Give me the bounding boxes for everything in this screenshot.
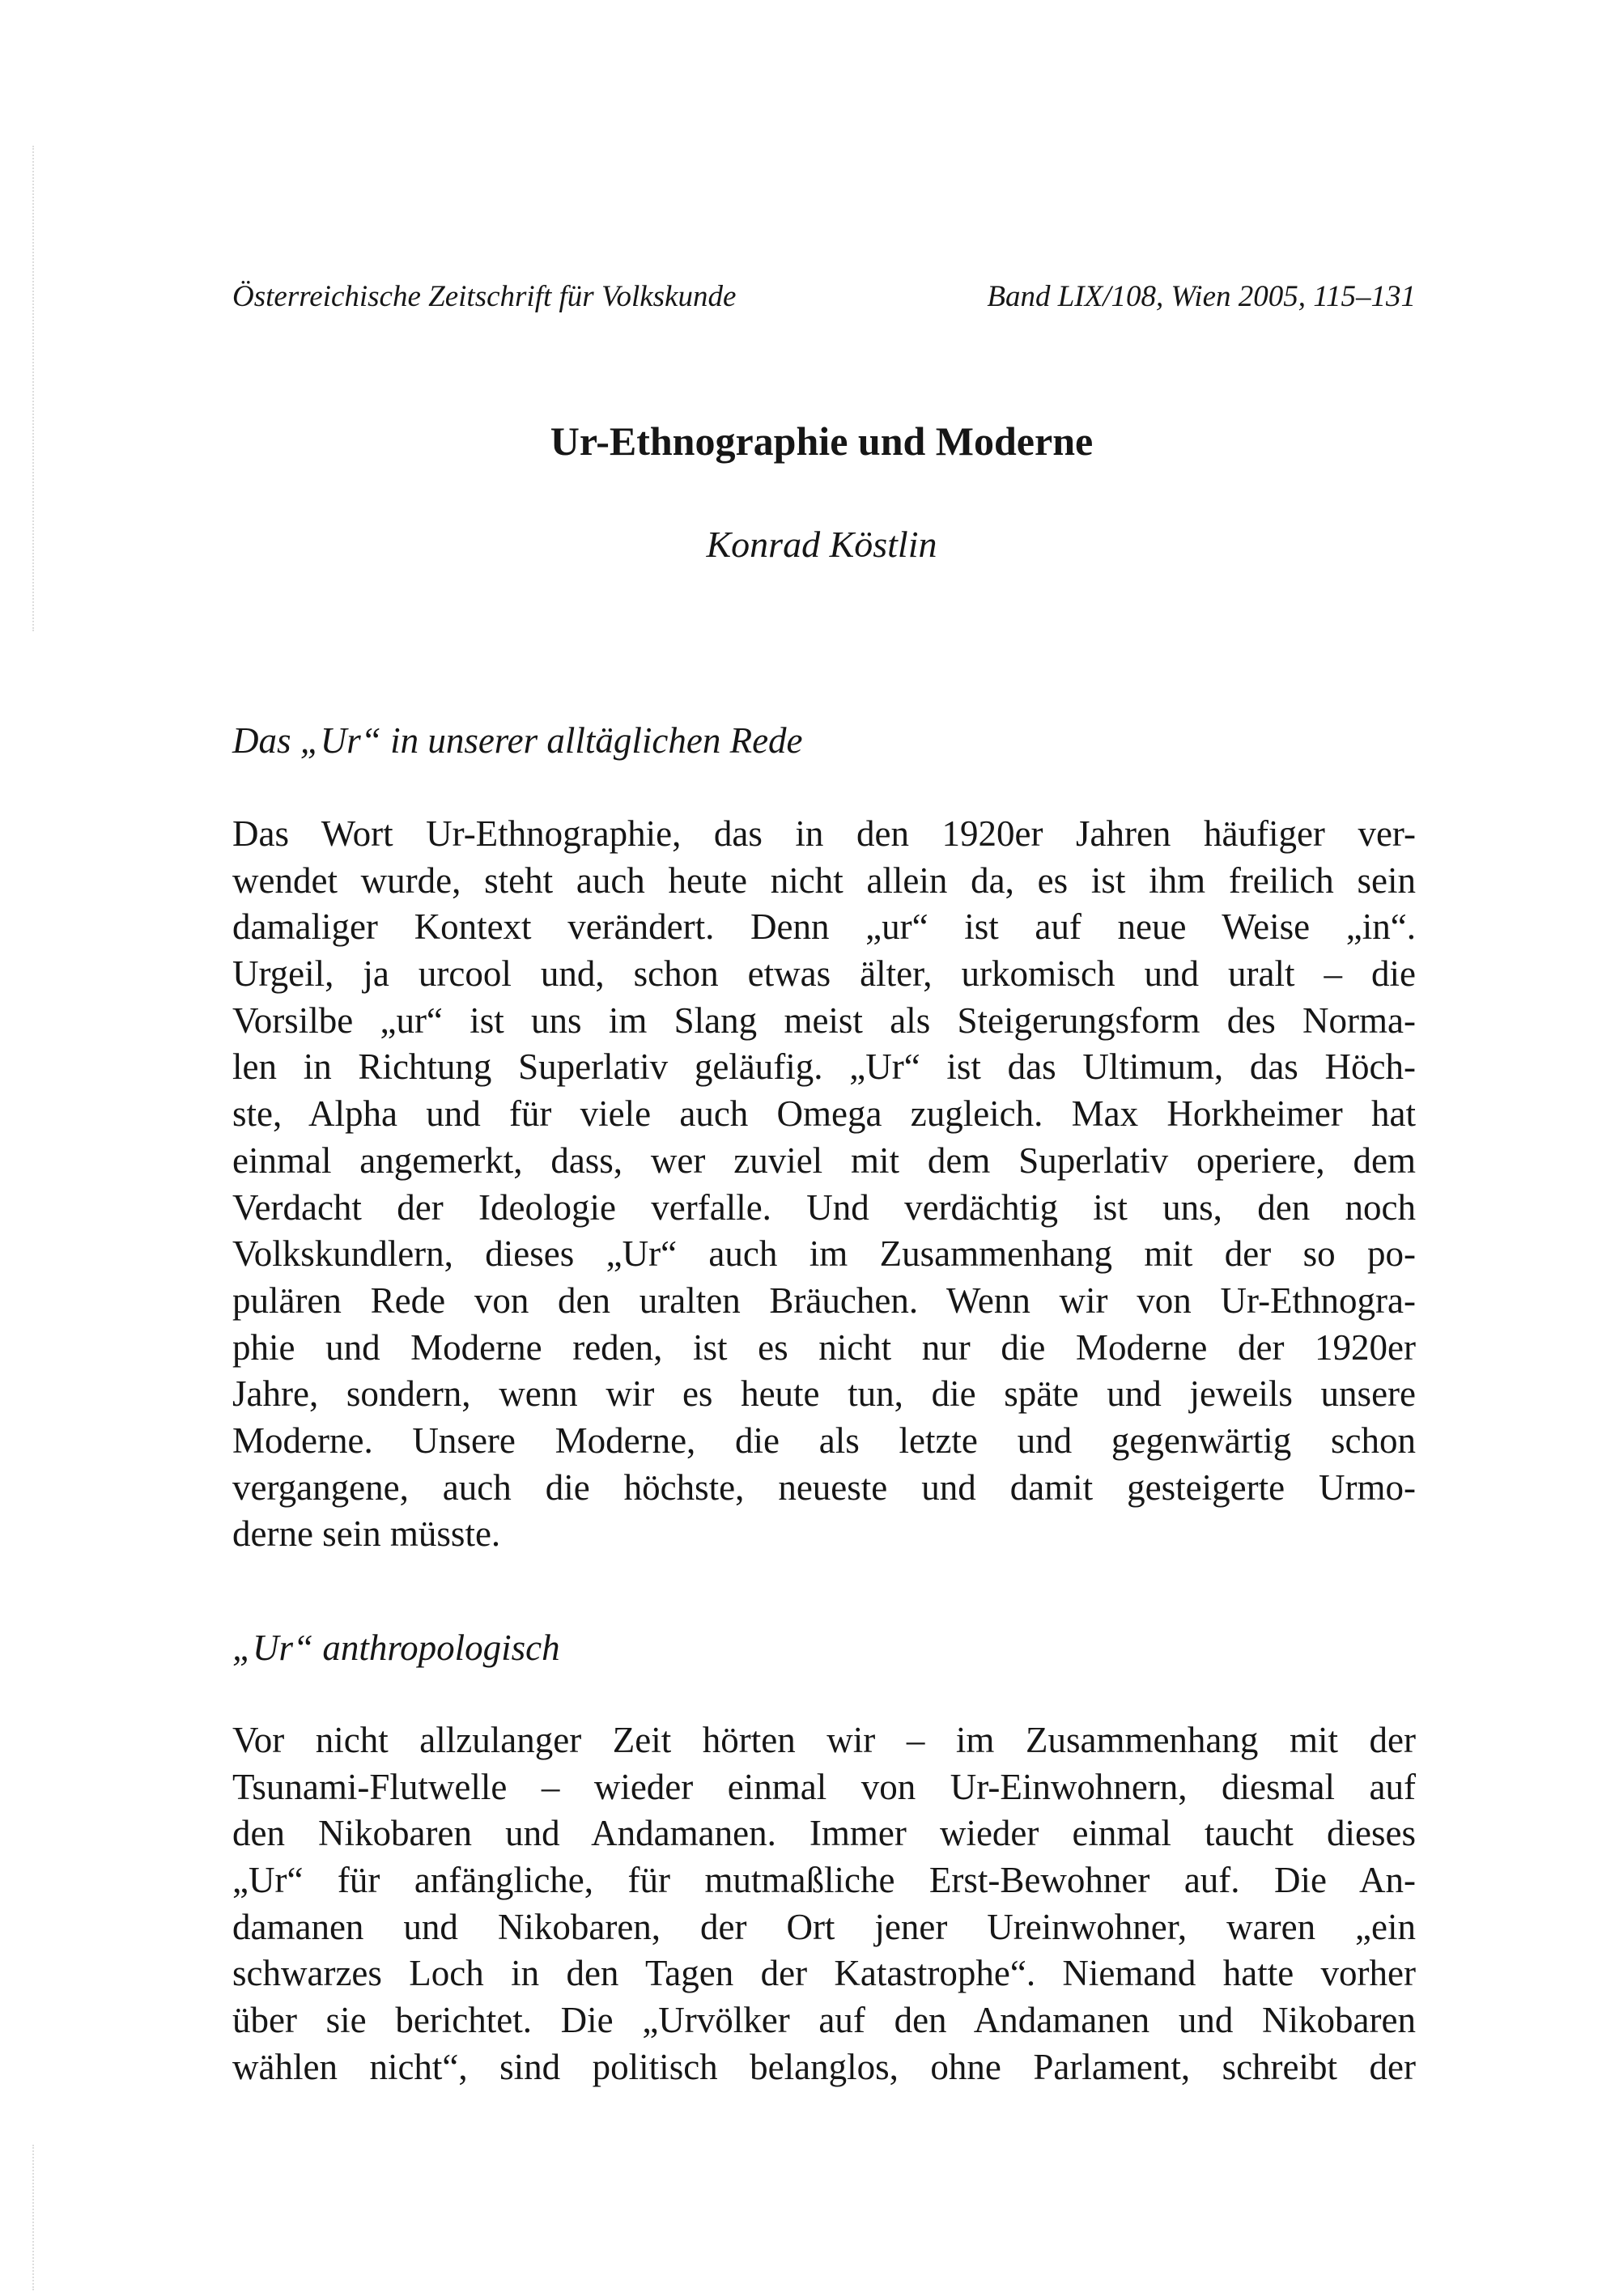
paragraph [232, 1717, 1416, 2091]
text-line: Moderne. Unsere Moderne, die als letzte und gegenwärtig schon [232, 1420, 1416, 1461]
text-line: wählen nicht“, sind politisch belanglos, ohne Parlament, schreibt der [232, 2046, 1416, 2087]
text-line: derne sein müsste. [232, 1513, 501, 1555]
article-title: Ur-Ethnographie und Moderne [550, 418, 1094, 464]
text-line: damaliger Kontext verändert. Denn „ur“ ist auf neue Weise „in“. [232, 906, 1416, 948]
text-line: wendet wurde, steht auch heute nicht allein da, es ist ihm freilich sein [232, 859, 1416, 901]
text-line: Volkskundlern, dieses „Ur“ auch im Zusammenhang mit der so po- [232, 1233, 1416, 1275]
text-line: pulären Rede von den uralten Bräuchen. Wenn wir von Ur-Ethnogra- [232, 1280, 1416, 1321]
text-line: Vor nicht allzulanger Zeit hörten wir – im Zusammenhang mit der [232, 1720, 1416, 1760]
paragraph [232, 811, 1416, 1558]
text-line: ste, Alpha und für viele auch Omega zugleich. Max Horkheimer hat [232, 1093, 1416, 1135]
text-line: Jahre, sondern, wenn wir es heute tun, die späte und jeweils unsere [232, 1373, 1416, 1415]
journal-name: Österreichische Zeitschrift für Volkskunde [232, 280, 737, 313]
text-line: damanen und Nikobaren, der Ort jener Ureinwohner, waren „ein [232, 1906, 1416, 1947]
text-line: phie und Moderne reden, ist es nicht nur die Moderne der 1920er [232, 1326, 1416, 1368]
text-line: den Nikobaren und Andamanen. Immer wieder einmal taucht dieses [232, 1813, 1416, 1854]
text-line: Tsunami-Flutwelle – wieder einmal von Ur-Einwohnern, diesmal auf [232, 1766, 1416, 1807]
section-heading: Das „Ur“ in unserer alltäglichen Rede [232, 720, 803, 761]
text-line: Das Wort Ur-Ethnographie, das in den 1920er Jahren häufiger ver- [232, 813, 1416, 854]
text-line: Verdacht der Ideologie verfalle. Und verdächtig ist uns, den noch [232, 1186, 1416, 1228]
text-line: vergangene, auch die höchste, neueste und damit gesteigerte Urmo- [232, 1466, 1416, 1508]
section-heading: „Ur“ anthropologisch [232, 1628, 560, 1668]
text-line: Vorsilbe „ur“ ist uns im Slang meist als Steigerungsform des Norma- [232, 999, 1416, 1041]
text-line: einmal angemerkt, dass, wer zuviel mit dem Superlativ operiere, dem [232, 1140, 1416, 1181]
text-line: len in Richtung Superlativ geläufig. „Ur“ ist das Ultimum, das Höch- [232, 1046, 1416, 1088]
text-line: über sie berichtet. Die „Urvölker auf den Andamanen und Nikobaren [232, 2000, 1416, 2041]
text-line: schwarzes Loch in den Tagen der Katastrophe“. Niemand hatte vorher [232, 1953, 1416, 1994]
article-author: Konrad Köstlin [706, 524, 937, 565]
scan-edge-mark [32, 2145, 34, 2290]
text-line: Urgeil, ja urcool und, schon etwas älter, urkomisch und uralt – die [232, 953, 1416, 995]
running-header [232, 277, 1416, 317]
text-line: „Ur“ für anfängliche, für mutmaßliche Erst-Bewohner auf. Die An- [232, 1860, 1416, 1901]
volume-citation: Band LIX/108, Wien 2005, 115–131 [987, 280, 1416, 313]
